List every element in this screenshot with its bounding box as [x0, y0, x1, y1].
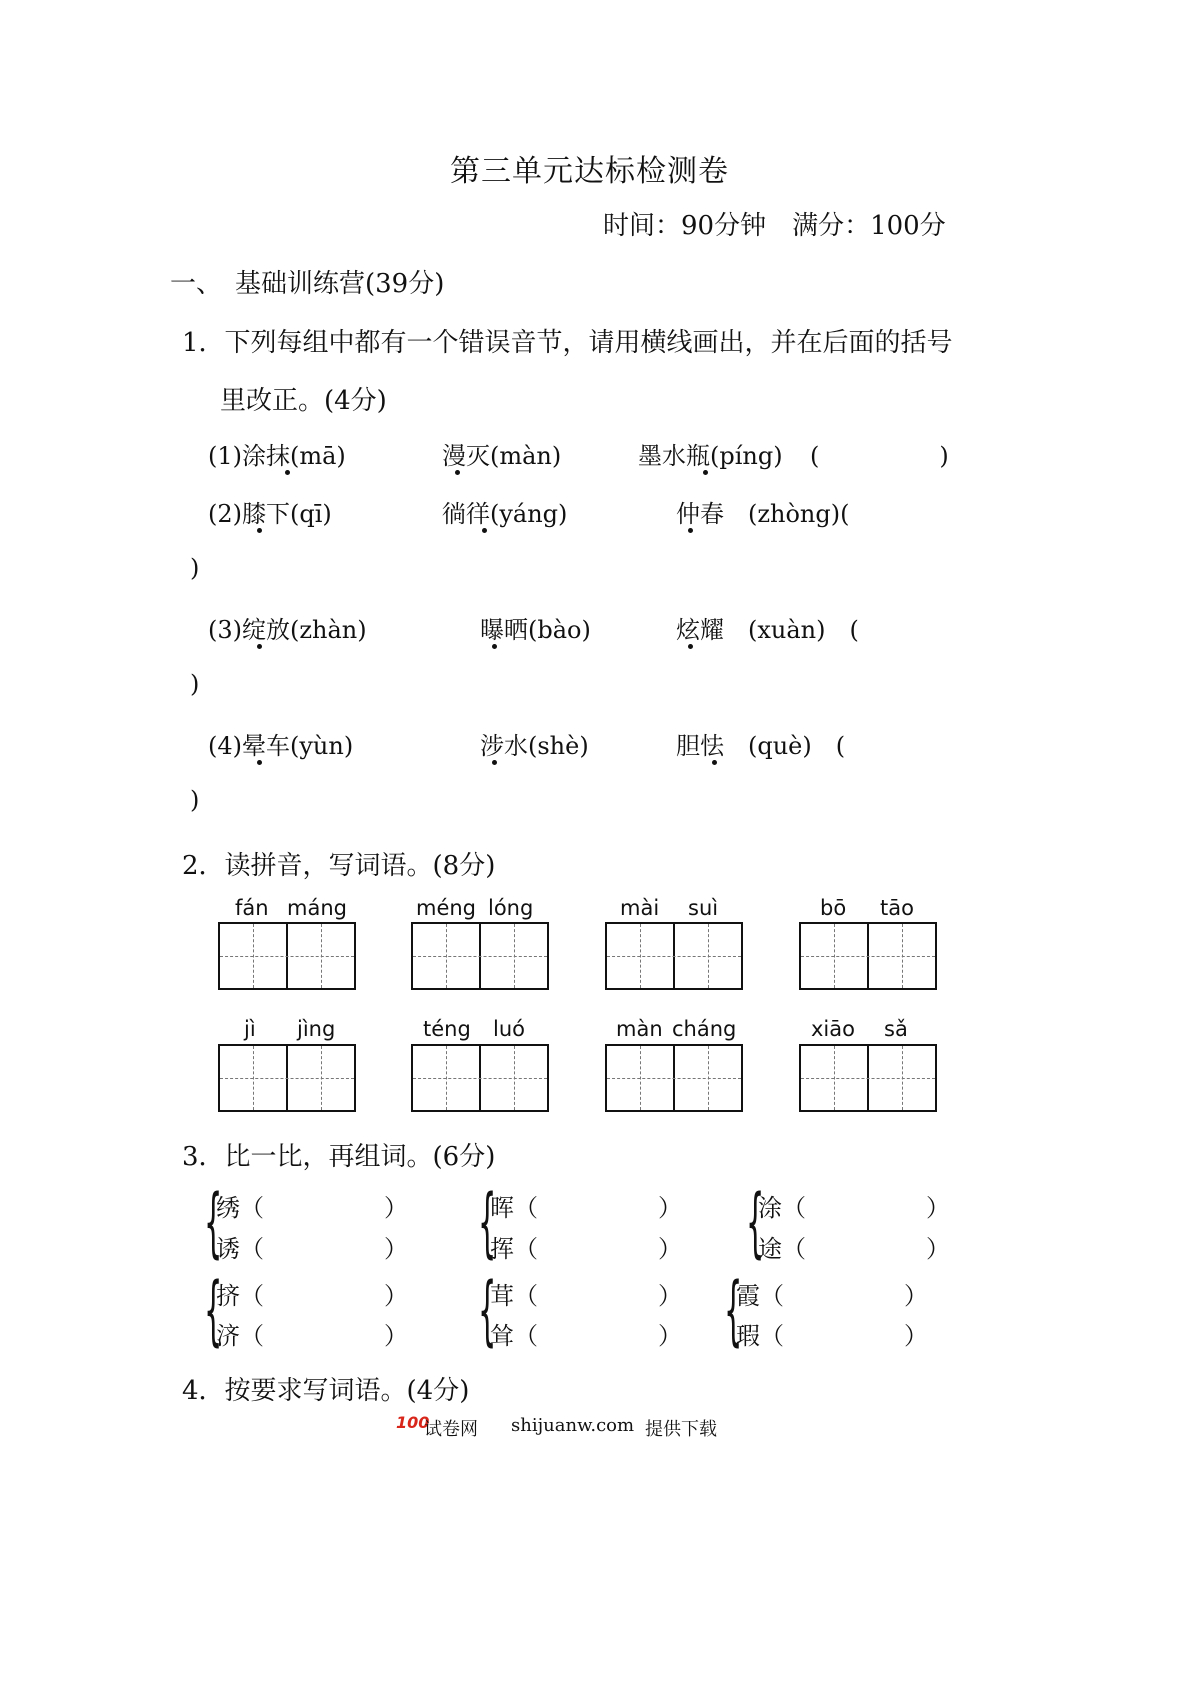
pinyin: máng	[287, 896, 347, 920]
word-pair-line[interactable]: 茸（ ）	[490, 1282, 682, 1310]
word-pair-line[interactable]: 济（ ）	[216, 1322, 408, 1350]
emphasis-dot	[492, 760, 497, 765]
q1-row1-blank[interactable]: ( )	[810, 442, 949, 470]
q3-title: 3．比一比，再组词。(6分)	[182, 1142, 496, 1172]
q1-row1-b: 漫灭(màn)	[442, 442, 562, 470]
word-pair-line[interactable]: 晖（ ）	[490, 1194, 682, 1222]
word-pair-line[interactable]: 耸（ ）	[490, 1322, 682, 1350]
writing-grid[interactable]	[605, 922, 743, 990]
pinyin: bō	[820, 896, 847, 920]
emphasis-dot	[688, 528, 693, 533]
site-name: 试卷网	[424, 1419, 478, 1440]
q1-row4-c: 胆怯 (què) (	[676, 732, 846, 760]
emphasis-dot	[703, 470, 708, 475]
page-title: 第三单元达标检测卷	[450, 154, 729, 189]
writing-grid[interactable]	[799, 922, 937, 990]
q1-row3-c: 炫耀 (xuàn) (	[676, 616, 859, 644]
brace: {	[478, 1177, 497, 1266]
brace: {	[204, 1265, 223, 1354]
emphasis-dot	[482, 528, 487, 533]
word-pair-line[interactable]: 瑕（ ）	[736, 1322, 928, 1350]
word-pair-line[interactable]: 绣（ ）	[216, 1194, 408, 1222]
writing-grid[interactable]	[218, 922, 356, 990]
site-logo: 100	[396, 1413, 430, 1432]
q1-row2-close[interactable]: )	[190, 554, 200, 582]
emphasis-dot	[285, 470, 290, 475]
q1-row4-a: (4)晕车(yùn)	[208, 732, 354, 760]
pinyin: luó	[493, 1017, 525, 1041]
emphasis-dot	[492, 644, 497, 649]
writing-grid[interactable]	[411, 1044, 549, 1112]
q4-title: 4．按要求写词语。(4分)	[182, 1376, 470, 1406]
emphasis-dot	[257, 528, 262, 533]
site-url[interactable]: shijuanw.com	[511, 1415, 635, 1436]
q1-row3-close[interactable]: )	[190, 670, 200, 698]
pinyin: cháng	[672, 1017, 737, 1041]
word-pair-line[interactable]: 途（ ）	[758, 1235, 950, 1263]
writing-grid[interactable]	[218, 1044, 356, 1112]
brace: {	[724, 1265, 743, 1354]
q1-row4-close[interactable]: )	[190, 786, 200, 814]
q1-row1-a: (1)涂抹(mā)	[208, 442, 346, 470]
pinyin: xiāo	[811, 1017, 855, 1041]
writing-grid[interactable]	[799, 1044, 937, 1112]
writing-grid[interactable]	[605, 1044, 743, 1112]
q1-line1: 1．下列每组中都有一个错误音节，请用横线画出，并在后面的括号	[182, 328, 953, 358]
word-pair-line[interactable]: 涂（ ）	[758, 1194, 950, 1222]
q1-row3-a: (3)绽放(zhàn)	[208, 616, 367, 644]
pinyin: jìng	[297, 1017, 336, 1041]
download-note: 提供下载	[645, 1419, 717, 1440]
pinyin: sǎ	[884, 1017, 908, 1041]
word-pair-line[interactable]: 霞（ ）	[736, 1282, 928, 1310]
emphasis-dot	[712, 760, 717, 765]
emphasis-dot	[688, 644, 693, 649]
emphasis-dot	[257, 644, 262, 649]
pinyin: lóng	[488, 896, 534, 920]
pinyin: fán	[235, 896, 269, 920]
pinyin: suì	[688, 896, 719, 920]
word-pair-line[interactable]: 诱（ ）	[216, 1235, 408, 1263]
word-pair-line[interactable]: 挥（ ）	[490, 1235, 682, 1263]
brace: {	[746, 1177, 765, 1266]
q1-row2-c: 仲春 (zhòng)(	[676, 500, 850, 528]
q2-title: 2．读拼音，写词语。(8分)	[182, 851, 496, 881]
pinyin: màn	[616, 1017, 663, 1041]
q1-row1-c: 墨水瓶(píng)	[638, 442, 783, 470]
pinyin: jì	[244, 1017, 256, 1041]
q1-row3-b: 曝晒(bào)	[480, 616, 591, 644]
q1-row2-b: 徜徉(yáng)	[442, 500, 568, 528]
writing-grid[interactable]	[411, 922, 549, 990]
q1-row2-a: (2)膝下(qī)	[208, 500, 332, 528]
brace: {	[204, 1177, 223, 1266]
word-pair-line[interactable]: 挤（ ）	[216, 1282, 408, 1310]
pinyin: mài	[620, 896, 660, 920]
pinyin: téng	[423, 1017, 471, 1041]
brace: {	[478, 1265, 497, 1354]
exam-meta: 时间：90分钟 满分：100分	[603, 211, 946, 241]
q1-line2: 里改正。(4分)	[220, 386, 387, 416]
section-title: 一、 基础训练营(39分)	[170, 269, 445, 299]
pinyin: tāo	[880, 896, 914, 920]
q1-row4-b: 涉水(shè)	[480, 732, 589, 760]
emphasis-dot	[455, 470, 460, 475]
pinyin: méng	[416, 896, 477, 920]
emphasis-dot	[257, 760, 262, 765]
